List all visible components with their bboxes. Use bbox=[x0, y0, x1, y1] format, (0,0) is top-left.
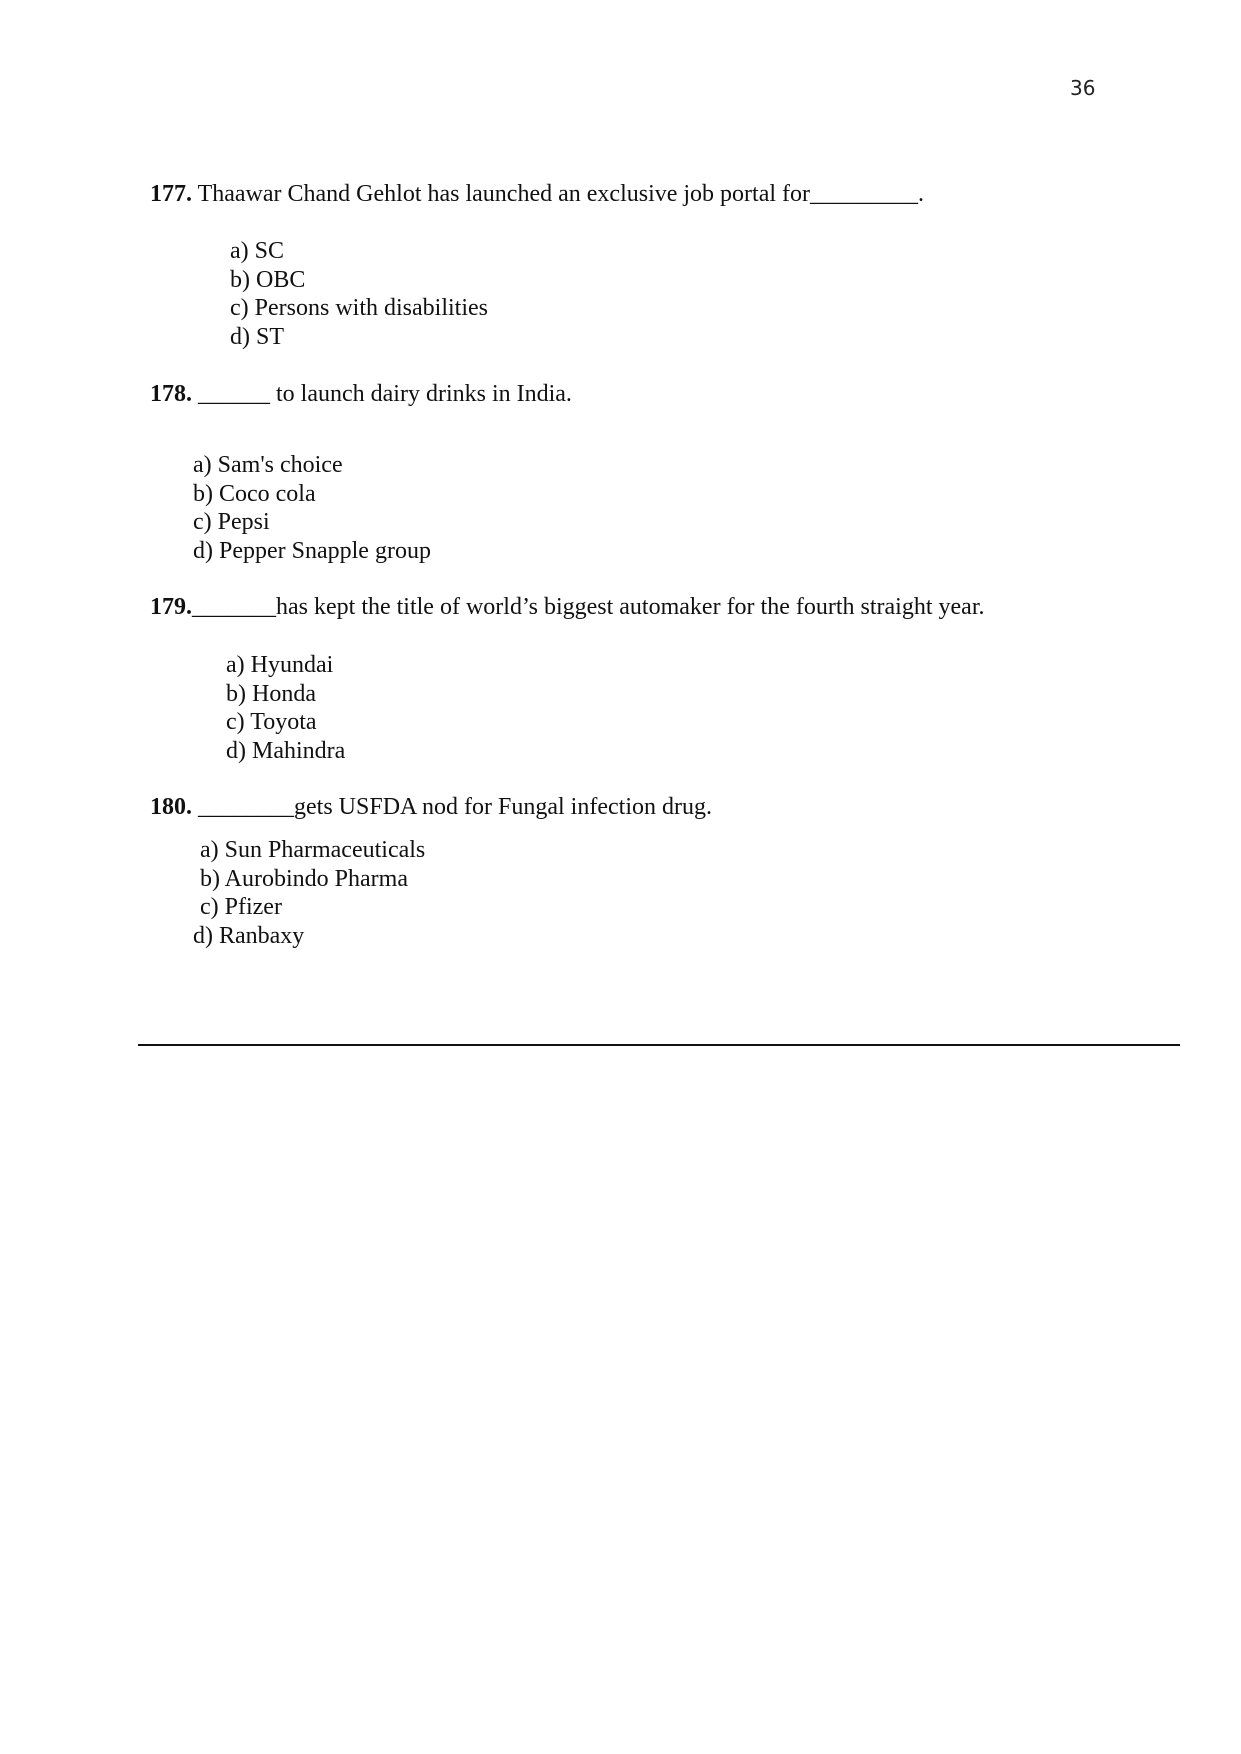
option-b: b) Coco cola bbox=[193, 480, 316, 507]
option-d: d) ST bbox=[230, 323, 284, 350]
question-number: 180. bbox=[150, 794, 192, 820]
question-number: 177. bbox=[150, 181, 192, 207]
option-a: a) Hyundai bbox=[226, 652, 334, 678]
option-b: b) OBC bbox=[230, 266, 306, 293]
question-text: Thaawar Chand Gehlot has launched an exclusive job portal for_________. bbox=[192, 181, 925, 207]
question-text: ________gets USFDA nod for Fungal infection drug. bbox=[192, 794, 712, 820]
option-c: c) Pepsi bbox=[193, 509, 270, 535]
option-a: a) SC bbox=[230, 238, 284, 264]
options-177 bbox=[230, 237, 488, 351]
option-d: d) Mahindra bbox=[226, 737, 346, 764]
options-179 bbox=[226, 651, 345, 765]
question-text: _______has kept the title of world’s biggest automaker for the fourth straight year. bbox=[192, 594, 985, 620]
option-d: d) Pepper Snapple group bbox=[193, 537, 431, 564]
question-number: 179. bbox=[150, 594, 192, 620]
option-a: a) Sam's choice bbox=[193, 452, 343, 478]
question-text: ______ to launch dairy drinks in India. bbox=[192, 381, 572, 407]
question-177 bbox=[150, 180, 924, 208]
option-b: b) Aurobindo Pharma bbox=[200, 865, 408, 892]
question-number: 178. bbox=[150, 381, 192, 407]
options-180 bbox=[193, 836, 425, 950]
question-180 bbox=[150, 793, 712, 821]
option-a: a) Sun Pharmaceuticals bbox=[200, 837, 426, 863]
question-179 bbox=[150, 593, 984, 621]
horizontal-rule bbox=[138, 1044, 1180, 1046]
options-178 bbox=[193, 451, 431, 565]
option-b: b) Honda bbox=[226, 680, 316, 707]
option-c: c) Toyota bbox=[226, 709, 317, 735]
option-c: c) Pfizer bbox=[200, 894, 282, 920]
question-178 bbox=[150, 380, 572, 408]
option-d: d) Ranbaxy bbox=[193, 922, 305, 949]
option-c: c) Persons with disabilities bbox=[230, 295, 488, 321]
page-number: 36 bbox=[1070, 76, 1096, 100]
